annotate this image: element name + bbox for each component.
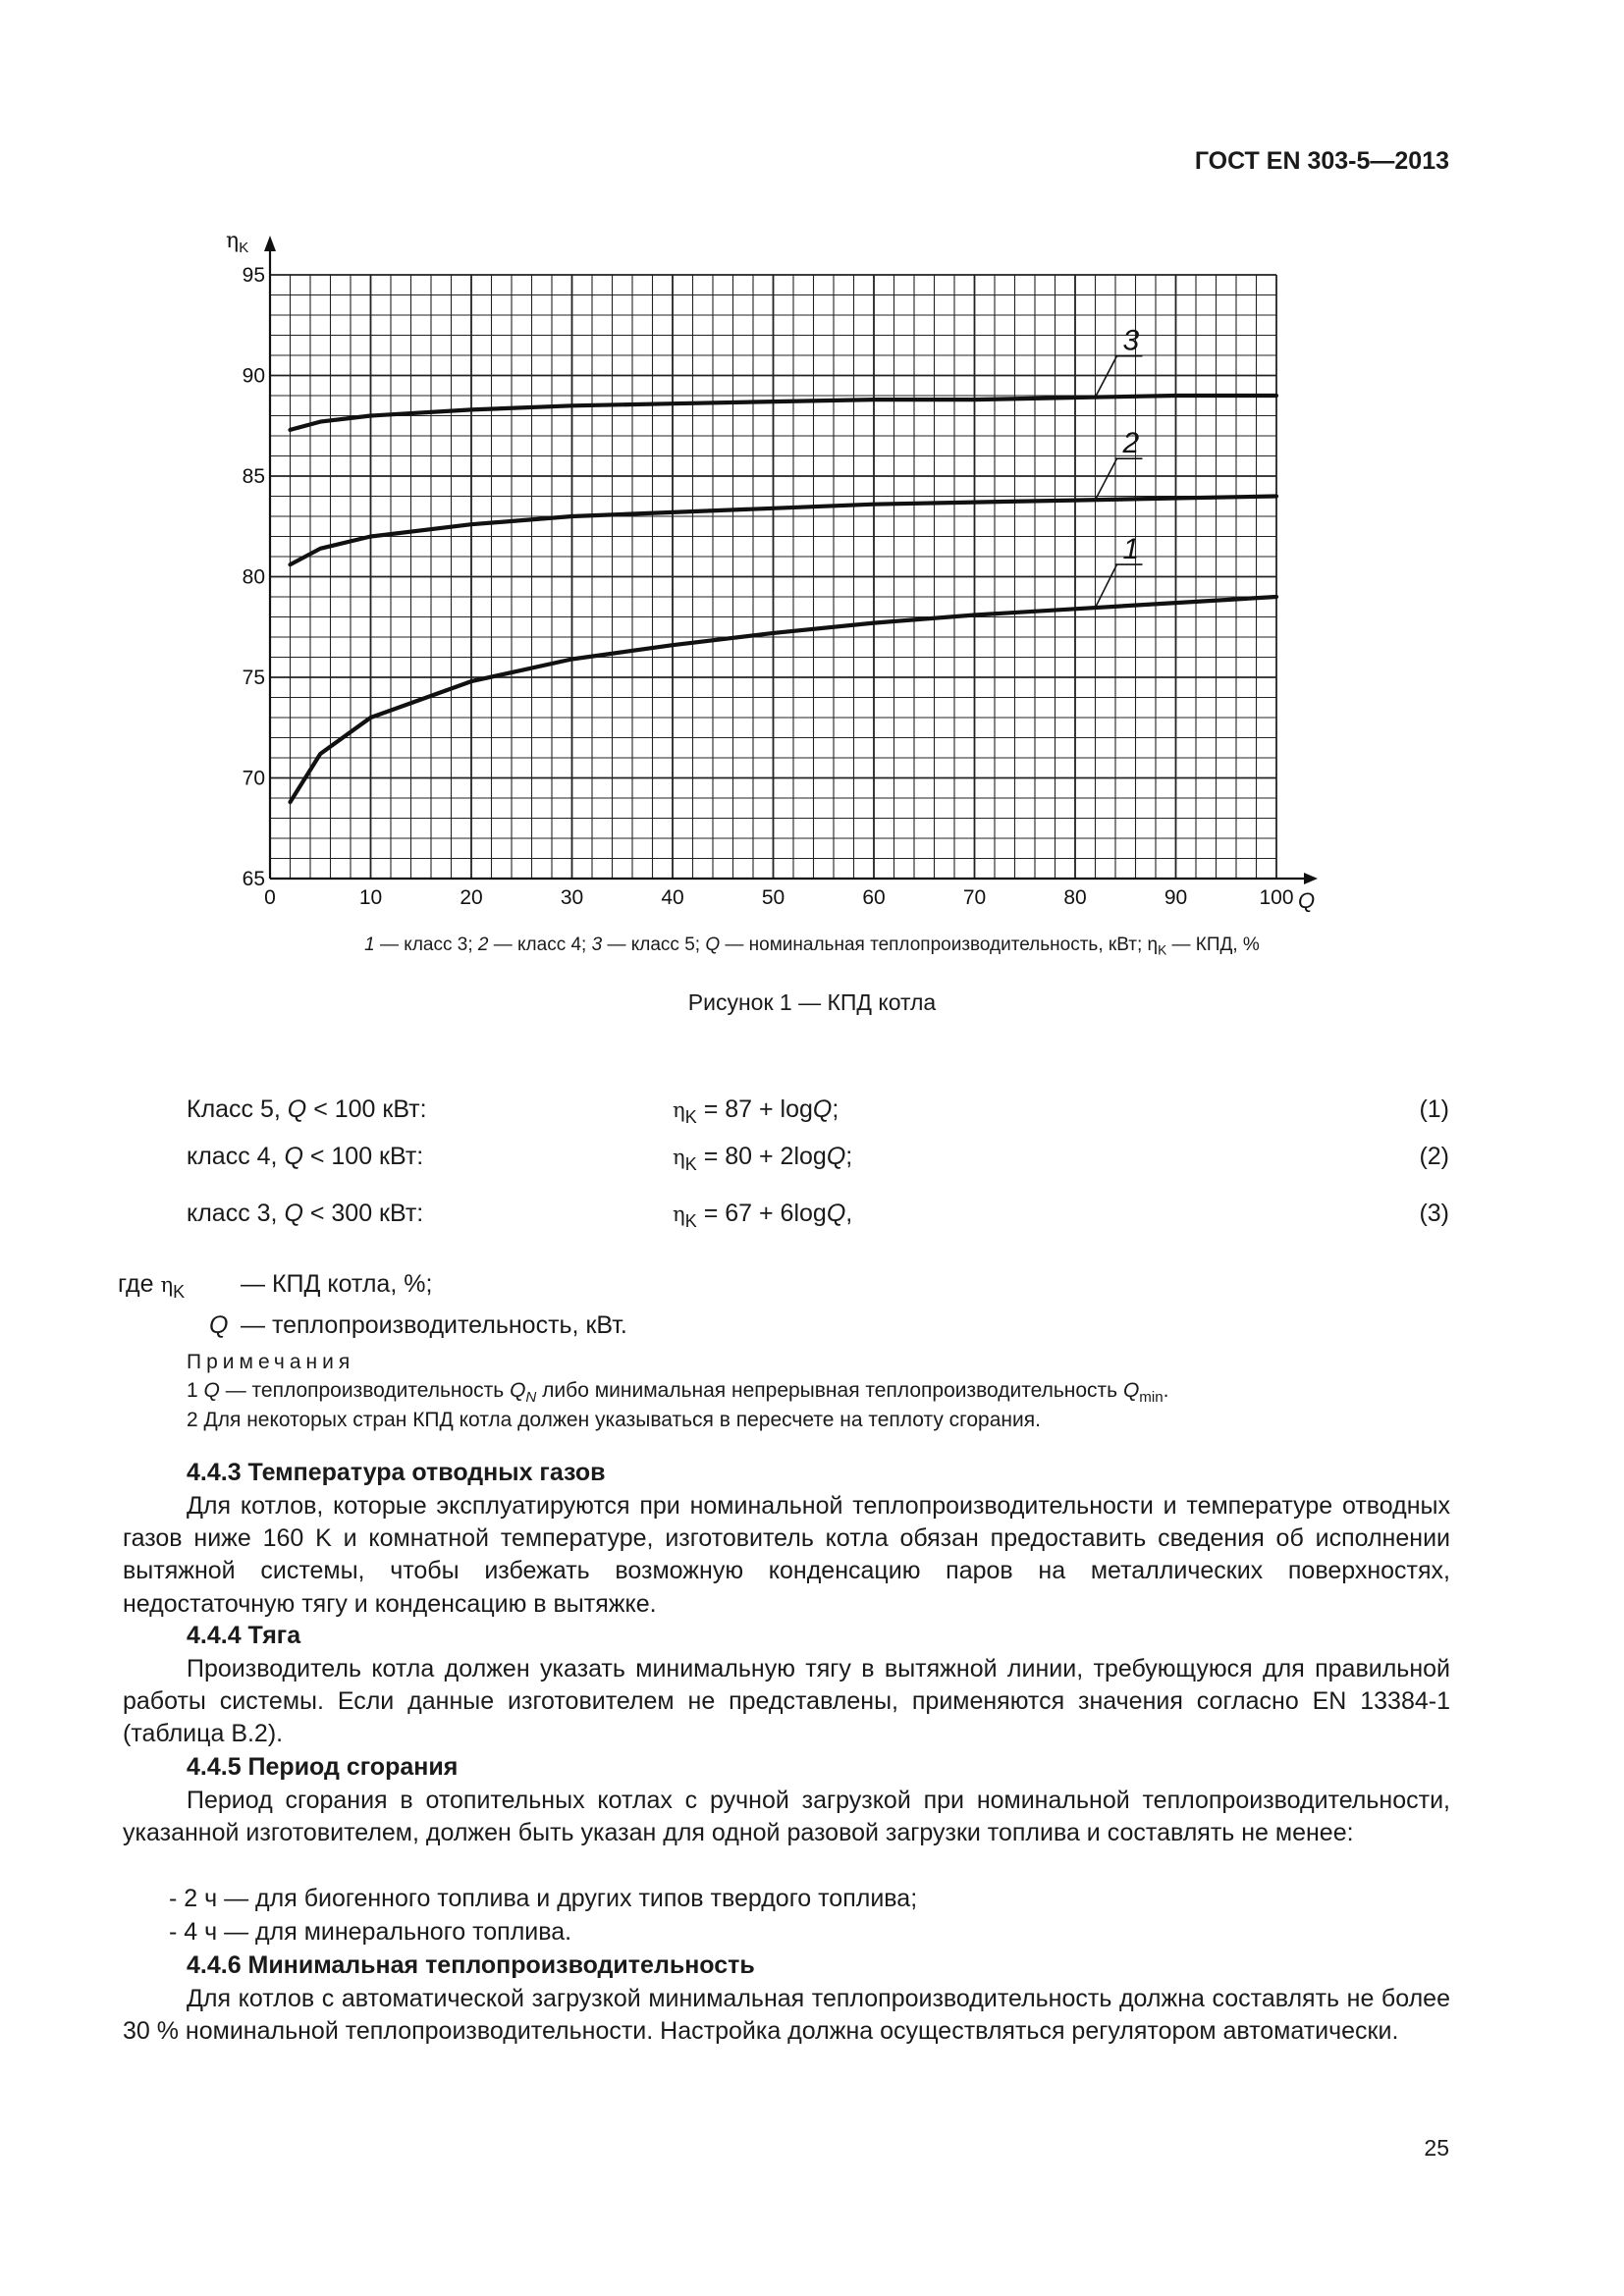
- efficiency-chart: [216, 221, 1355, 928]
- where-term-q: Q: [209, 1311, 229, 1339]
- section-4-4-6-text: Для котлов с автоматической загрузкой минимальная теплопроизводительность должна составлять не более 30 % номинальной теплопроизводительности. Настройка должна осуществляться регулятором автоматически.: [123, 1985, 1450, 2046]
- x-tick-label: 20: [460, 886, 483, 909]
- x-tick-label: 90: [1164, 886, 1188, 909]
- curve-label: 2: [1122, 427, 1140, 460]
- x-axis-label: Q: [1298, 888, 1316, 913]
- x-tick-label: 70: [962, 886, 987, 909]
- page-number: 25: [1424, 2135, 1449, 2161]
- section-4-4-6-title: 4.4.6 Минимальная теплопроизводительность: [187, 1951, 755, 1979]
- x-tick-label: 80: [1063, 886, 1087, 909]
- note-2: 2 Для некоторых стран КПД котла должен указываться в пересчете на теплоту сгорания.: [187, 1409, 1041, 1431]
- equation-number: (2): [1419, 1143, 1449, 1170]
- equation-3: [187, 1200, 1449, 1233]
- y-axis-label: $\eta_K$: [226, 229, 249, 256]
- x-tick-label: 50: [761, 886, 785, 909]
- y-tick-label: 70: [242, 767, 265, 790]
- chart-axes: [264, 236, 1318, 884]
- equation-condition: Класс 5, Q < 100 кВт:: [187, 1095, 427, 1123]
- where-def-q: — теплопроизводительность, кВт.: [241, 1311, 627, 1339]
- figure-caption: Рисунок 1 — КПД котла: [687, 989, 937, 1015]
- y-tick-label: 65: [242, 868, 265, 890]
- y-tick-label: 90: [242, 364, 265, 388]
- section-4-4-4-title: 4.4.4 Тяга: [187, 1622, 301, 1649]
- equation-condition: класс 4, Q < 100 кВт:: [187, 1143, 424, 1170]
- figure-legend: 1 — класс 3; 2 — класс 4; 3 — класс 5; Q — номинальная теплопроизводительность, кВт; $\eta_K$ — КПД, %: [364, 934, 1260, 958]
- x-tick-label: 0: [264, 886, 276, 909]
- section-4-4-5-title: 4.4.5 Период сгорания: [187, 1753, 459, 1781]
- curve-label-leader: [1096, 564, 1117, 608]
- section-4-4-4-text: Производитель котла должен указать минимальную тягу в вытяжной линии, требующуюся для правильной работы системы. Если данные изготовителем не представлены, применяются значения согласно EN 13384-1 (таблица В.2).: [123, 1655, 1450, 1748]
- chart-grid: [270, 275, 1276, 879]
- notes-title: Примечания: [187, 1351, 355, 1373]
- note-1: 1 Q — теплопроизводительность $Q_N$ либо минимальная непрерывная теплопроизводительность $Q_{min}$.: [187, 1379, 1169, 1406]
- where-def-eta: — КПД котла, %;: [241, 1270, 433, 1298]
- curve-label: 1: [1122, 533, 1140, 566]
- equation-2: [187, 1143, 1449, 1176]
- y-tick-label: 75: [242, 667, 265, 689]
- document-header: ГОСТ EN 303-5—2013: [1194, 147, 1449, 175]
- curve-label-leader: [1096, 458, 1117, 500]
- x-tick-label: 10: [358, 886, 383, 909]
- equation-formula: $\eta_K = 67 + 6\log Q$,: [673, 1200, 853, 1231]
- equation-formula: $\eta_K = 80 + 2\log Q$;: [673, 1143, 853, 1174]
- x-axis-arrow-icon: [1304, 873, 1318, 884]
- x-tick-label: 30: [560, 886, 584, 909]
- curve-3: [291, 396, 1277, 430]
- list-item: - 4 ч — для минерального топлива.: [169, 1918, 572, 1946]
- section-4-4-3-title: 4.4.3 Температура отводных газов: [187, 1459, 606, 1486]
- equation-number: (1): [1419, 1095, 1449, 1123]
- section-4-4-3-text: Для котлов, которые эксплуатируются при номинальной теплопроизводительности и температуре отводных газов ниже 160 K и комнатной температуре, изготовитель котла обязан предоставить сведения об исполнении вытяжной системы, чтобы избежать возможную конденсацию паров на металлических поверхностях, недостаточную тягу и конденсацию в вытяжке.: [123, 1492, 1450, 1618]
- x-tick-label: 40: [661, 886, 684, 909]
- x-tick-label: 60: [862, 886, 886, 909]
- where-term-eta: где $\eta_K$: [118, 1270, 186, 1302]
- section-4-4-5-text: Период сгорания в отопительных котлах с ручной загрузкой при номинальной теплопроизводительности, указанной изготовителем, должен быть указан для одной разовой загрузки топлива и составлять не менее:: [123, 1787, 1450, 1847]
- curve-1: [291, 597, 1277, 802]
- equation-formula: $\eta_K = 87 + \log Q$;: [673, 1095, 839, 1127]
- list-item: - 2 ч — для биогенного топлива и других типов твердого топлива;: [169, 1885, 918, 1912]
- y-axis-arrow-icon: [264, 236, 276, 251]
- y-tick-label: 80: [242, 565, 265, 589]
- y-tick-label: 85: [242, 465, 265, 488]
- chart-ticks: [226, 229, 1315, 913]
- equation-condition: класс 3, Q < 300 кВт:: [187, 1200, 424, 1227]
- x-tick-label: 100: [1259, 886, 1294, 909]
- y-tick-label: 95: [242, 264, 265, 287]
- curve-label-leader: [1096, 356, 1117, 398]
- equation-number: (3): [1419, 1200, 1449, 1227]
- curve-label: 3: [1122, 324, 1140, 357]
- equation-1: [187, 1095, 1449, 1129]
